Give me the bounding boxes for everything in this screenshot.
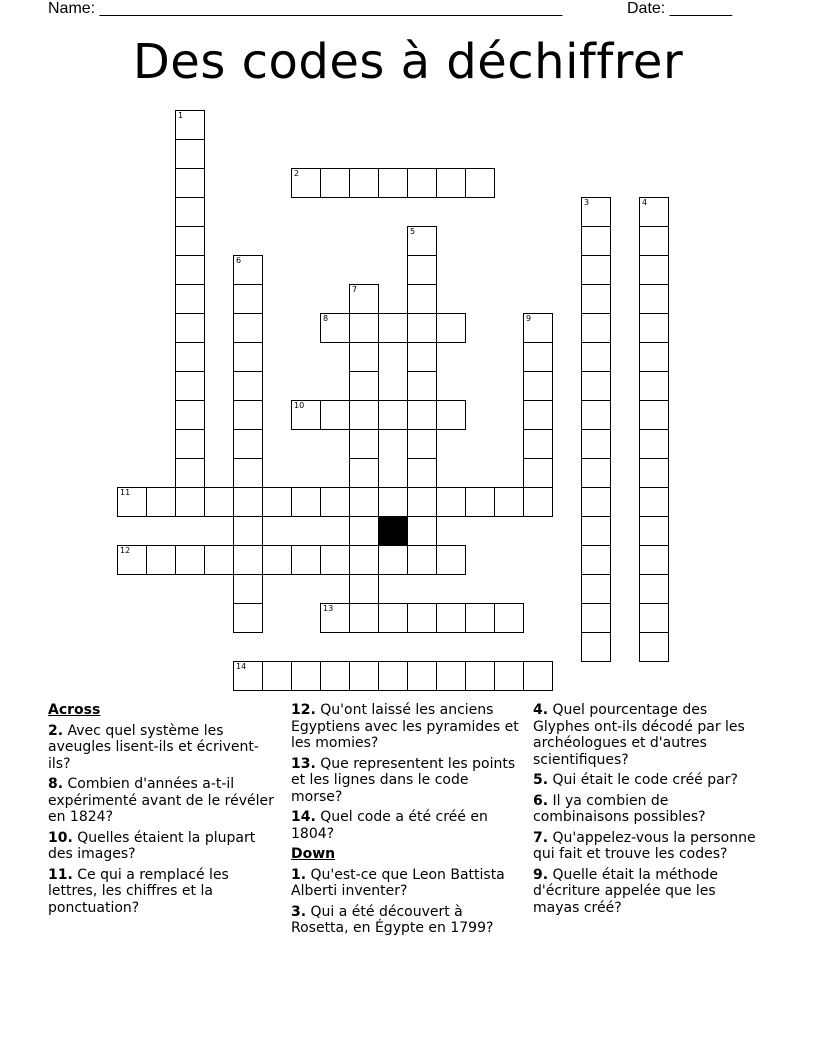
- grid-cell[interactable]: [146, 545, 176, 575]
- grid-cell[interactable]: [407, 661, 437, 691]
- clues-column-1: [48, 700, 280, 920]
- grid-cell[interactable]: [320, 603, 350, 633]
- grid-cell[interactable]: [639, 574, 669, 604]
- grid-cell[interactable]: [523, 458, 553, 488]
- grid-cell[interactable]: [407, 516, 437, 546]
- cell-number: 14: [236, 662, 247, 671]
- grid-cell[interactable]: [581, 545, 611, 575]
- grid-cell[interactable]: [465, 603, 495, 633]
- grid-cell[interactable]: [175, 197, 205, 227]
- grid-cell[interactable]: [407, 226, 437, 256]
- grid-cell[interactable]: [639, 371, 669, 401]
- grid-cell[interactable]: [465, 168, 495, 198]
- grid-cell[interactable]: [349, 458, 379, 488]
- grid-cell[interactable]: [378, 661, 408, 691]
- clue-number: 11.: [48, 866, 73, 883]
- grid-cell[interactable]: [639, 545, 669, 575]
- grid-cell[interactable]: [407, 255, 437, 285]
- grid-cell[interactable]: [349, 313, 379, 343]
- grid-cell[interactable]: [291, 661, 321, 691]
- grid-cell[interactable]: [581, 371, 611, 401]
- clue-down-4: [533, 702, 765, 768]
- grid-cell[interactable]: [523, 342, 553, 372]
- grid-cell[interactable]: [407, 458, 437, 488]
- grid-cell[interactable]: [262, 545, 292, 575]
- date-field-label[interactable]: Date: _______: [627, 0, 732, 17]
- grid-cell[interactable]: [581, 516, 611, 546]
- grid-cell[interactable]: [523, 429, 553, 459]
- cell-number: 9: [526, 314, 532, 323]
- cell-number: 6: [236, 256, 242, 265]
- grid-cell[interactable]: [378, 603, 408, 633]
- grid-cell[interactable]: [523, 371, 553, 401]
- grid-cell[interactable]: [233, 429, 263, 459]
- grid-cell[interactable]: [233, 284, 263, 314]
- grid-cell[interactable]: [581, 400, 611, 430]
- clue-text: Qui a été découvert à Rosetta, en Égypte en 1799?: [291, 903, 494, 936]
- clue-number: 8.: [48, 776, 64, 792]
- grid-cell[interactable]: [175, 371, 205, 401]
- grid-cell[interactable]: [320, 400, 350, 430]
- clue-text: Combien d'années a-t-il expérimenté avant de le révéler en 1824?: [48, 776, 274, 825]
- clue-across-11: [48, 867, 280, 917]
- cell-number: 3: [584, 198, 590, 207]
- grid-cell[interactable]: [639, 342, 669, 372]
- clue-text: Il ya combien de combinaisons possibles?: [533, 792, 706, 825]
- down-heading: Down: [291, 846, 336, 862]
- grid-cell[interactable]: [407, 284, 437, 314]
- clue-number: 12.: [291, 702, 316, 718]
- black-cell: [378, 516, 408, 546]
- grid-cell[interactable]: [233, 371, 263, 401]
- grid-cell[interactable]: [407, 487, 437, 517]
- clue-text: Qu'appelez-vous la personne qui fait et trouve les codes?: [533, 829, 756, 862]
- grid-cell[interactable]: [175, 284, 205, 314]
- grid-cell[interactable]: [320, 661, 350, 691]
- grid-cell[interactable]: [494, 661, 524, 691]
- grid-cell[interactable]: [523, 487, 553, 517]
- grid-cell[interactable]: [349, 429, 379, 459]
- grid-cell[interactable]: [407, 603, 437, 633]
- clue-text: Que representent les points et les lignes dans le code morse?: [291, 755, 516, 805]
- grid-cell[interactable]: [349, 400, 379, 430]
- grid-cell[interactable]: [233, 487, 263, 517]
- cell-number: 4: [642, 198, 648, 207]
- page-title: Des codes à déchiffrer: [132, 34, 684, 90]
- grid-cell[interactable]: [204, 487, 234, 517]
- grid-cell[interactable]: [117, 487, 147, 517]
- grid-cell[interactable]: [349, 545, 379, 575]
- grid-cell[interactable]: [581, 574, 611, 604]
- grid-cell[interactable]: [291, 400, 321, 430]
- grid-cell[interactable]: [523, 400, 553, 430]
- grid-cell[interactable]: [204, 545, 234, 575]
- clue-number: 3.: [291, 903, 307, 920]
- grid-cell[interactable]: [349, 487, 379, 517]
- clue-text: Quel pourcentage des Glyphes ont-ils décodé par les archéologues et d'autres scientifiques?: [533, 702, 745, 768]
- grid-cell[interactable]: [639, 632, 669, 662]
- clue-number: 5.: [533, 772, 549, 788]
- grid-cell[interactable]: [233, 661, 263, 691]
- grid-cell[interactable]: [436, 545, 466, 575]
- cell-number: 8: [323, 314, 329, 323]
- cell-number: 2: [294, 169, 300, 178]
- clue-number: 2.: [48, 722, 64, 739]
- clue-across-14: [291, 809, 523, 842]
- clue-down-1: [291, 867, 523, 900]
- grid-cell[interactable]: [581, 284, 611, 314]
- grid-cell[interactable]: [175, 545, 205, 575]
- grid-cell[interactable]: [117, 545, 147, 575]
- grid-cell[interactable]: [436, 313, 466, 343]
- grid-cell[interactable]: [407, 371, 437, 401]
- grid-cell[interactable]: [175, 255, 205, 285]
- clue-text: Quel code a été créé en 1804?: [291, 809, 488, 842]
- grid-cell[interactable]: [175, 110, 205, 140]
- grid-cell[interactable]: [581, 429, 611, 459]
- grid-cell[interactable]: [436, 168, 466, 198]
- grid-cell[interactable]: [639, 516, 669, 546]
- grid-cell[interactable]: [378, 487, 408, 517]
- grid-cell[interactable]: [523, 661, 553, 691]
- grid-cell[interactable]: [407, 429, 437, 459]
- clue-down-9: [533, 867, 765, 917]
- grid-cell[interactable]: [349, 168, 379, 198]
- grid-cell[interactable]: [349, 371, 379, 401]
- clue-text: Quelle était la méthode d'écriture appelée que les mayas créé?: [533, 866, 718, 916]
- clue-down-7: [533, 830, 765, 863]
- grid-cell[interactable]: [639, 284, 669, 314]
- clue-number: 10.: [48, 829, 73, 846]
- clue-text: Qui était le code créé par?: [552, 772, 738, 788]
- grid-cell[interactable]: [639, 226, 669, 256]
- grid-cell[interactable]: [407, 400, 437, 430]
- grid-cell[interactable]: [175, 313, 205, 343]
- grid-cell[interactable]: [523, 313, 553, 343]
- grid-cell[interactable]: [320, 168, 350, 198]
- grid-cell[interactable]: [175, 226, 205, 256]
- grid-cell[interactable]: [349, 516, 379, 546]
- grid-cell[interactable]: [581, 197, 611, 227]
- grid-cell[interactable]: [465, 661, 495, 691]
- grid-cell[interactable]: [349, 574, 379, 604]
- grid-cell[interactable]: [320, 487, 350, 517]
- clue-down-5: [533, 772, 765, 789]
- grid-cell[interactable]: [233, 255, 263, 285]
- grid-cell[interactable]: [378, 168, 408, 198]
- cell-number: 5: [410, 227, 416, 236]
- grid-cell[interactable]: [436, 661, 466, 691]
- grid-cell[interactable]: [349, 661, 379, 691]
- grid-cell[interactable]: [581, 342, 611, 372]
- grid-cell[interactable]: [639, 255, 669, 285]
- grid-cell[interactable]: [175, 458, 205, 488]
- grid-cell[interactable]: [639, 487, 669, 517]
- grid-cell[interactable]: [349, 284, 379, 314]
- grid-cell[interactable]: [581, 226, 611, 256]
- clue-text: Avec quel système les aveugles lisent-ils et écrivent-ils?: [48, 722, 259, 772]
- grid-cell[interactable]: [407, 342, 437, 372]
- grid-cell[interactable]: [407, 545, 437, 575]
- name-field-label[interactable]: Name: ____________________________________________________: [48, 0, 563, 17]
- clue-text: Qu'ont laissé les anciens Egyptiens avec les pyramides et les momies?: [291, 702, 519, 751]
- clue-across-2: [48, 723, 280, 773]
- grid-cell[interactable]: [233, 313, 263, 343]
- grid-cell[interactable]: [320, 313, 350, 343]
- grid-cell[interactable]: [291, 545, 321, 575]
- clue-number: 9.: [533, 866, 549, 883]
- grid-cell[interactable]: [494, 487, 524, 517]
- clue-text: Qu'est-ce que Leon Battista Alberti inventer?: [291, 866, 505, 899]
- clues-column-2: [291, 702, 523, 941]
- grid-cell[interactable]: [320, 545, 350, 575]
- grid-cell[interactable]: [378, 313, 408, 343]
- cell-number: 12: [120, 546, 131, 555]
- cell-number: 13: [323, 604, 334, 613]
- clue-across-12: [291, 702, 523, 752]
- grid-cell[interactable]: [581, 313, 611, 343]
- grid-cell[interactable]: [436, 603, 466, 633]
- cell-number: 7: [352, 285, 358, 294]
- grid-cell[interactable]: [639, 197, 669, 227]
- grid-cell[interactable]: [494, 603, 524, 633]
- clue-text: Quelles étaient la plupart des images?: [48, 829, 256, 862]
- grid-cell[interactable]: [233, 516, 263, 546]
- grid-cell[interactable]: [233, 342, 263, 372]
- cell-number: 1: [178, 111, 184, 120]
- grid-cell[interactable]: [639, 429, 669, 459]
- clue-down-6: [533, 793, 765, 826]
- cell-number: 10: [294, 401, 305, 410]
- grid-cell[interactable]: [581, 458, 611, 488]
- grid-cell[interactable]: [262, 661, 292, 691]
- grid-cell[interactable]: [581, 255, 611, 285]
- grid-cell[interactable]: [436, 400, 466, 430]
- grid-cell[interactable]: [378, 545, 408, 575]
- clue-number: 6.: [533, 792, 549, 809]
- grid-cell[interactable]: [146, 487, 176, 517]
- grid-cell[interactable]: [175, 400, 205, 430]
- grid-cell[interactable]: [436, 487, 466, 517]
- grid-cell[interactable]: [581, 632, 611, 662]
- grid-cell[interactable]: [581, 603, 611, 633]
- cell-number: 11: [120, 488, 131, 497]
- grid-cell[interactable]: [407, 313, 437, 343]
- clue-down-3: [291, 904, 523, 937]
- clue-number: 13.: [291, 755, 316, 772]
- grid-cell[interactable]: [175, 168, 205, 198]
- grid-cell[interactable]: [233, 574, 263, 604]
- grid-cell[interactable]: [175, 342, 205, 372]
- across-heading: Across: [48, 702, 101, 718]
- grid-cell[interactable]: [378, 400, 408, 430]
- grid-cell[interactable]: [349, 603, 379, 633]
- grid-cell[interactable]: [291, 487, 321, 517]
- clue-text: Ce qui a remplacé les lettres, les chiffres et la ponctuation?: [48, 866, 229, 916]
- grid-cell[interactable]: [349, 342, 379, 372]
- grid-cell[interactable]: [639, 458, 669, 488]
- grid-cell[interactable]: [233, 458, 263, 488]
- grid-cell[interactable]: [175, 487, 205, 517]
- grid-cell[interactable]: [233, 545, 263, 575]
- clue-number: 4.: [533, 702, 549, 718]
- grid-cell[interactable]: [639, 603, 669, 633]
- clue-across-10: [48, 830, 280, 863]
- clue-number: 14.: [291, 809, 316, 825]
- grid-cell[interactable]: [262, 487, 292, 517]
- grid-cell[interactable]: [639, 313, 669, 343]
- grid-cell[interactable]: [233, 603, 263, 633]
- grid-cell[interactable]: [233, 400, 263, 430]
- clue-number: 7.: [533, 829, 549, 846]
- grid-cell[interactable]: [175, 139, 205, 169]
- clue-across-8: [48, 776, 280, 826]
- grid-cell[interactable]: [639, 400, 669, 430]
- grid-cell[interactable]: [581, 487, 611, 517]
- clues-column-3: [533, 702, 765, 920]
- grid-cell[interactable]: [291, 168, 321, 198]
- clue-number: 1.: [291, 866, 307, 883]
- clue-across-13: [291, 756, 523, 806]
- grid-cell[interactable]: [175, 429, 205, 459]
- grid-cell[interactable]: [407, 168, 437, 198]
- grid-cell[interactable]: [465, 487, 495, 517]
